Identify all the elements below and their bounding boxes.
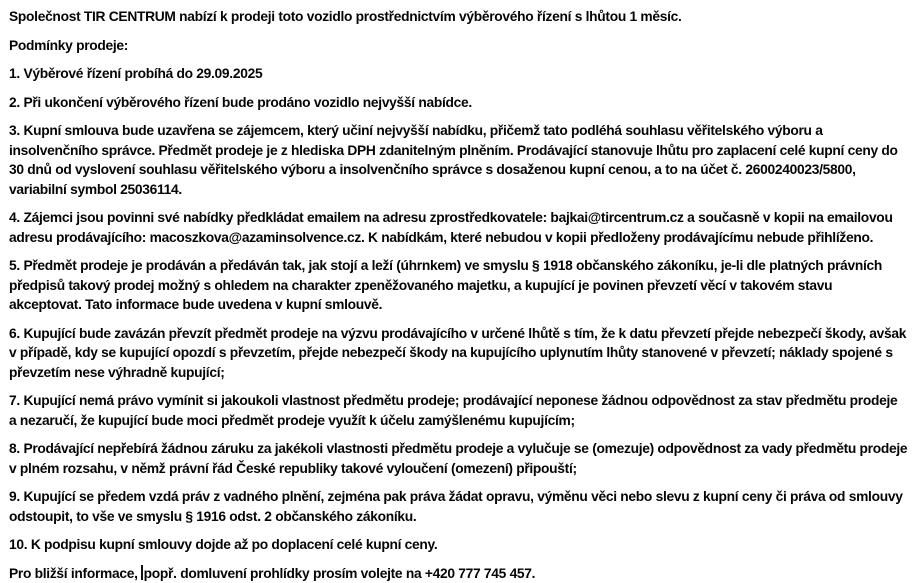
contact-line [9, 564, 908, 583]
term-6: 6. Kupující bude zavázán převzít předmět prodeje na výzvu prodávajícího v určené lhůtě s tím, že k datu převzetí přejde nebezpečí škody, avšak v případě, kdy se kupující opozdí s převzetím, přejde nebezpečí škody na kupujícího uplynutím lhůty stanovené v převzetí; náklady spojené s převzetím nese výhradně kupující; [9, 324, 908, 383]
term-4: 4. Zájemci jsou povinni své nabídky předkládat emailem na adresu zprostředkovatele: bajkai@tircentrum.cz a současně v kopii na emailovou adresu prodávajícího: macoszkova@azaminsolvence.cz. K nabídkám, které nebudou v kopii předloženy prodávajícímu nebude přihlíženo. [9, 208, 908, 247]
text-caret [141, 565, 143, 580]
terms-heading: Podmínky prodeje: [9, 36, 908, 56]
contact-line-after-caret: popř. domluvení prohlídky prosím volejte na +420 777 745 457. [144, 566, 536, 581]
term-5: 5. Předmět prodeje je prodáván a předáván tak, jak stojí a leží (úhrnkem) ve smyslu § 1918 občanského zákoníku, je-li dle platných právních předpisů takový prodej možný s ohledem na charakter zpeněžovaného majetku, a kupující je povinen převzetí věcí v takovém stavu akceptovat. Tato informace bude uvedena v kupní smlouvě. [9, 256, 908, 315]
contact-line-before-caret: Pro bližší informace, [9, 566, 141, 581]
intro-paragraph: Společnost TIR CENTRUM nabízí k prodeji toto vozidlo prostřednictvím výběrového řízení s lhůtou 1 měsíc. [9, 7, 908, 27]
term-1: 1. Výběrové řízení probíhá do 29.09.2025 [9, 64, 908, 84]
term-2: 2. Při ukončení výběrového řízení bude prodáno vozidlo nejvyšší nabídce. [9, 93, 908, 113]
term-3: 3. Kupní smlouva bude uzavřena se zájemcem, který učiní nejvyšší nabídku, přičemž tato podléhá souhlasu věřitelského výboru a insolvenčního správce. Předmět prodeje je z hlediska DPH zdanitelným plněním. Prodávající stanovuje lhůtu pro zaplacení celé kupní ceny do 30 dnů od vyslovení souhlasu věřitelského výboru a insolvenčního správce s dosaženou kupní cenou, a to na účet č. 2600240023/5800, variabilní symbol 25036114. [9, 121, 908, 199]
term-7: 7. Kupující nemá právo vymínit si jakoukoli vlastnost předmětu prodeje; prodávající neponese žádnou odpovědnost za stav předmětu prodeje a nezaručí, že kupující bude moci předmět prodeje využít k účelu zamýšlenému kupujícím; [9, 391, 908, 430]
term-10: 10. K podpisu kupní smlouvy dojde až po doplacení celé kupní ceny. [9, 535, 908, 555]
term-8: 8. Prodávající nepřebírá žádnou záruku za jakékoli vlastnosti předmětu prodeje a vylučuje se (omezuje) odpovědnost za vady předmětu prodeje v plném rozsahu, v němž právní řád České republiky takové vyloučení (omezení) připouští; [9, 439, 908, 478]
term-9: 9. Kupující se předem vzdá práv z vadného plnění, zejména pak práva žádat opravu, výměnu věci nebo slevu z kupní ceny či práva od smlouvy odstoupit, to vše ve smyslu § 1916 odst. 2 občanského zákoníku. [9, 487, 908, 526]
